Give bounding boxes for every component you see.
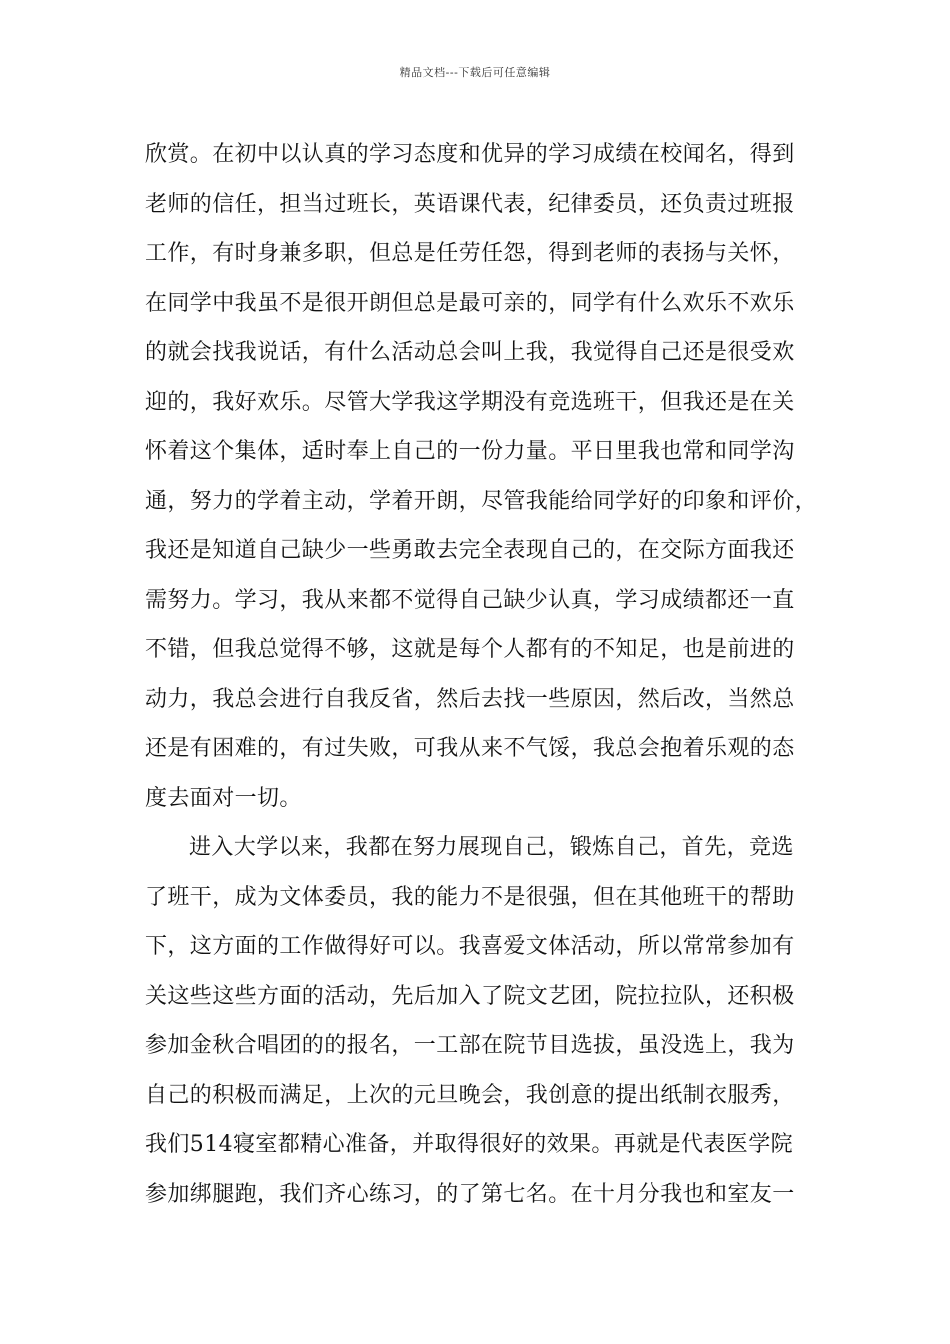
text-line: 关这些这些方面的活动，先后加入了院文艺团，院拉拉队，还积极 xyxy=(145,983,795,1009)
text-line: 度去面对一切。 xyxy=(145,785,302,811)
text-line: 我们514寝室都精心准备，并取得很好的效果。再就是代表医学院 xyxy=(145,1132,793,1157)
text-line: 迎的，我好欢乐。尽管大学我这学期没有竞选班干，但我还是在关 xyxy=(145,389,795,415)
text-line: 动力，我总会进行自我反省，然后去找一些原因，然后改，当然总 xyxy=(145,686,795,712)
paragraph-2 xyxy=(145,823,825,1219)
text-line: 自己的积极而满足，上次的元旦晚会，我创意的提出纸制衣服秀， xyxy=(145,1082,795,1108)
text-line: 不错，但我总觉得不够，这就是每个人都有的不知足，也是前进的 xyxy=(145,637,795,662)
text-line: 在同学中我虽不是很开朗但总是最可亲的，同学有什么欢乐不欢乐 xyxy=(145,290,795,316)
page-header: 精品文档---下载后可任意编辑 xyxy=(399,66,551,79)
text-line: 了班干，成为文体委员，我的能力不是很强，但在其他班干的帮助 xyxy=(145,884,795,910)
text-line: 欣赏。在初中以认真的学习态度和优异的学习成绩在校闻名，得到 xyxy=(145,142,795,167)
text-line: 参加金秋合唱团的的报名，一工部在院节目选拔，虽没选上，我为 xyxy=(145,1033,795,1058)
text-line: 老师的信任，担当过班长，英语课代表，纪律委员，还负责过班报 xyxy=(145,191,795,217)
text-line: 通，努力的学着主动，学着开朗，尽管我能给同学好的印象和评价， xyxy=(145,488,818,514)
text-line-indented: 进入大学以来，我都在努力展现自己，锻炼自己，首先，竞选 xyxy=(189,835,794,860)
text-line: 的就会找我说话，有什么活动总会叫上我，我觉得自己还是很受欢 xyxy=(145,340,795,365)
text-line: 我还是知道自己缺少一些勇敢去完全表现自己的，在交际方面我还 xyxy=(145,538,795,563)
text-line: 需努力。学习，我从来都不觉得自己缺少认真，学习成绩都还一直 xyxy=(145,587,795,613)
text-line: 参加绑腿跑，我们齐心练习，的了第七名。在十月分我也和室友一 xyxy=(145,1181,795,1207)
text-line: 下，这方面的工作做得好可以。我喜爱文体活动，所以常常参加有 xyxy=(145,934,795,959)
document-body xyxy=(145,130,825,1219)
text-line: 怀着这个集体，适时奉上自己的一份力量。平日里我也常和同学沟 xyxy=(145,439,795,464)
text-line: 还是有困难的，有过失败，可我从来不气馁，我总会抱着乐观的态 xyxy=(145,736,795,761)
text-line: 工作，有时身兼多职，但总是任劳任怨，得到老师的表扬与关怀， xyxy=(145,241,795,266)
paragraph-1 xyxy=(145,130,825,823)
